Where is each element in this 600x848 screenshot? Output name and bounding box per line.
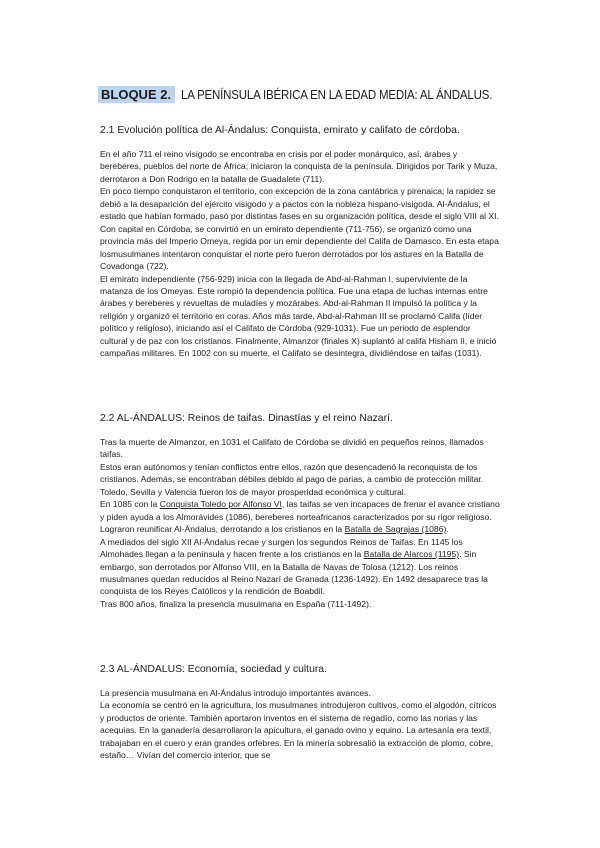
text-run: . — [446, 524, 449, 535]
section-2-3 — [100, 664, 500, 762]
paragraph — [100, 498, 500, 535]
text-run: A mediados del siglo XII Al-Ándalus recae y surgen los segundos Reinos de Taifas. En 1145 los Almohades llegan a la península y hacen frente a los cristianos en la — [100, 536, 463, 560]
section-heading: 2.3 AL-ÁNDALUS: Economía, sociedad y cultura. — [100, 664, 327, 675]
link-batalla-sagrajas[interactable]: Batalla de Sagrajas (1086) — [344, 524, 447, 535]
link-conquista-toledo[interactable]: Conquista Toledo por Alfonso VI — [159, 499, 282, 510]
paragraph — [100, 536, 500, 598]
text-run: En 1085 con la — [100, 499, 160, 510]
section-2-1 — [100, 125, 500, 360]
text-run: . Sin embargo, son derrotados por Alfonso VIII, en la Batalla de Navas de Tolosa (1212). Los reinos musulmanes quedan reducidos al Reino Nazarí de Granada (1236-1492). En 1492 desaparece tras la conquista de los Reyes Católicos y la rendición de Boabdil. — [100, 549, 488, 597]
paragraph: Estos eran autónomos y tenían conflictos entre ellos, razón que desencadenó la reconquista de los cristianos. Además, se encontraban débiles debido al pago de parias, a cambio de protección militar. Toledo, Sevilla y Valencia fueron los de mayor prosperidad económica y cultural. — [100, 461, 484, 497]
paragraph: La presencia musulmana en Al-Ándalus introdujo importantes avances. — [100, 688, 371, 698]
paragraph: Tras la muerte de Almanzor, en 1031 el Califato de Córdoba se dividió en pequeños reinos, llamados taifas. — [100, 437, 484, 460]
section-body — [100, 148, 500, 360]
link-batalla-alarcos[interactable]: Batalla de Alarcos (1195) — [363, 549, 460, 560]
section-body — [100, 436, 500, 610]
text-run: , las taifas se ven incapaces de frenar el avance cristiano y piden ayuda a los Almorávides (1086), bereberes norteafricanos caracterizados por su rigor religioso. Lograron reunificar Al-Ándalus, derrotando a los cristianos en la — [100, 499, 500, 535]
paragraph: Con capital en Córdoba, se convirtió en un emirato dependiente (711-756), se organizó como una provincia más del Imperio Omeya, regida por un emir dependiente del Califa de Damasco. En esta etapa losmusulmanes intentaron conquistar el norte pero fueron derrotados por los astures en la Batalla de Covadonga (722). — [100, 223, 499, 272]
paragraph: En el año 711 el reino visigodo se encontraba en crisis por el poder monárquico, así, árabes y bereberes, pueblos del norte de África; iniciaron la conquista de la península. Dirigidos por Tarik y Muza, derrotaron a Don Rodrigo en la batalla de Guadalete (711). — [100, 149, 498, 184]
section-2-2 — [100, 413, 500, 610]
paragraph: El emirato independiente (756-929) inicia con la llegada de Abd-al-Rahman I, superviviente de la matanza de los Omeyas. Este rompió la dependencia política. Fue una etapa de luchas internas entre árabes y bereberes y revueltas de muladíes y mozárabes. Abd-al-Rahman II impulsó la política y la religión y organizó el territorio en coras. Años más tarde, Abd-al-Rahman III se proclamó Califa (líder político y religioso), iniciando así el Califato de Córdoba (929-1031). Fue un periodo de esplendor cultural y de paz con los cristianos. Finalmente, Almanzor (finales X) suplantó al califa Hisham II, e inició campañas militares. En 1002 con su muerte, el Califato se desintegra, dividiéndose en taifas (1031). — [100, 273, 497, 359]
title-text: LA PENÍNSULA IBÉRICA EN LA EDAD MEDIA: AL ÁNDALUS. — [181, 87, 493, 102]
paragraph: Tras 800 años, finaliza la presencia musulmana en España (711-1492). — [100, 598, 372, 609]
paragraph: En poco tiempo conquistaron el territorio, con excepción de la zona cantábrica y pirenaica; la rapidez se debió a la desaparición del ejército visigodo y a pactos con la nobleza hispano-visigoda. Al-Ándalus, el estado que habían formado, pasó por distintas fases en su organización política, desde el siglo VIII al XI. — [100, 186, 499, 222]
page-title — [98, 86, 519, 103]
paragraph: La economía se centró en la agricultura, los musulmanes introdujeron cultivos, como el algodón, cítricos y productos de oriente. También aportaron inventos en el sistema de regadío, como las norias y las acequias. En la ganadería desarrollaron la apicultura, el ganado ovino y equino. La artesanía era textil, trabajaban en el cuero y eran grandes orfebres. En la minería sobresalió la extracción de plomo, cobre, estaño… Vivían del comercio interior, que se — [100, 700, 497, 761]
bloque-label: BLOQUE 2. — [98, 86, 175, 103]
section-body — [100, 687, 500, 762]
section-heading: 2.1 Evolución política de Al-Ándalus: Conquista, emirato y califato de córdoba. — [100, 125, 460, 136]
section-heading: 2.2 AL-ÁNDALUS: Reinos de taifas. Dinastías y el reino Nazarí. — [100, 413, 393, 424]
